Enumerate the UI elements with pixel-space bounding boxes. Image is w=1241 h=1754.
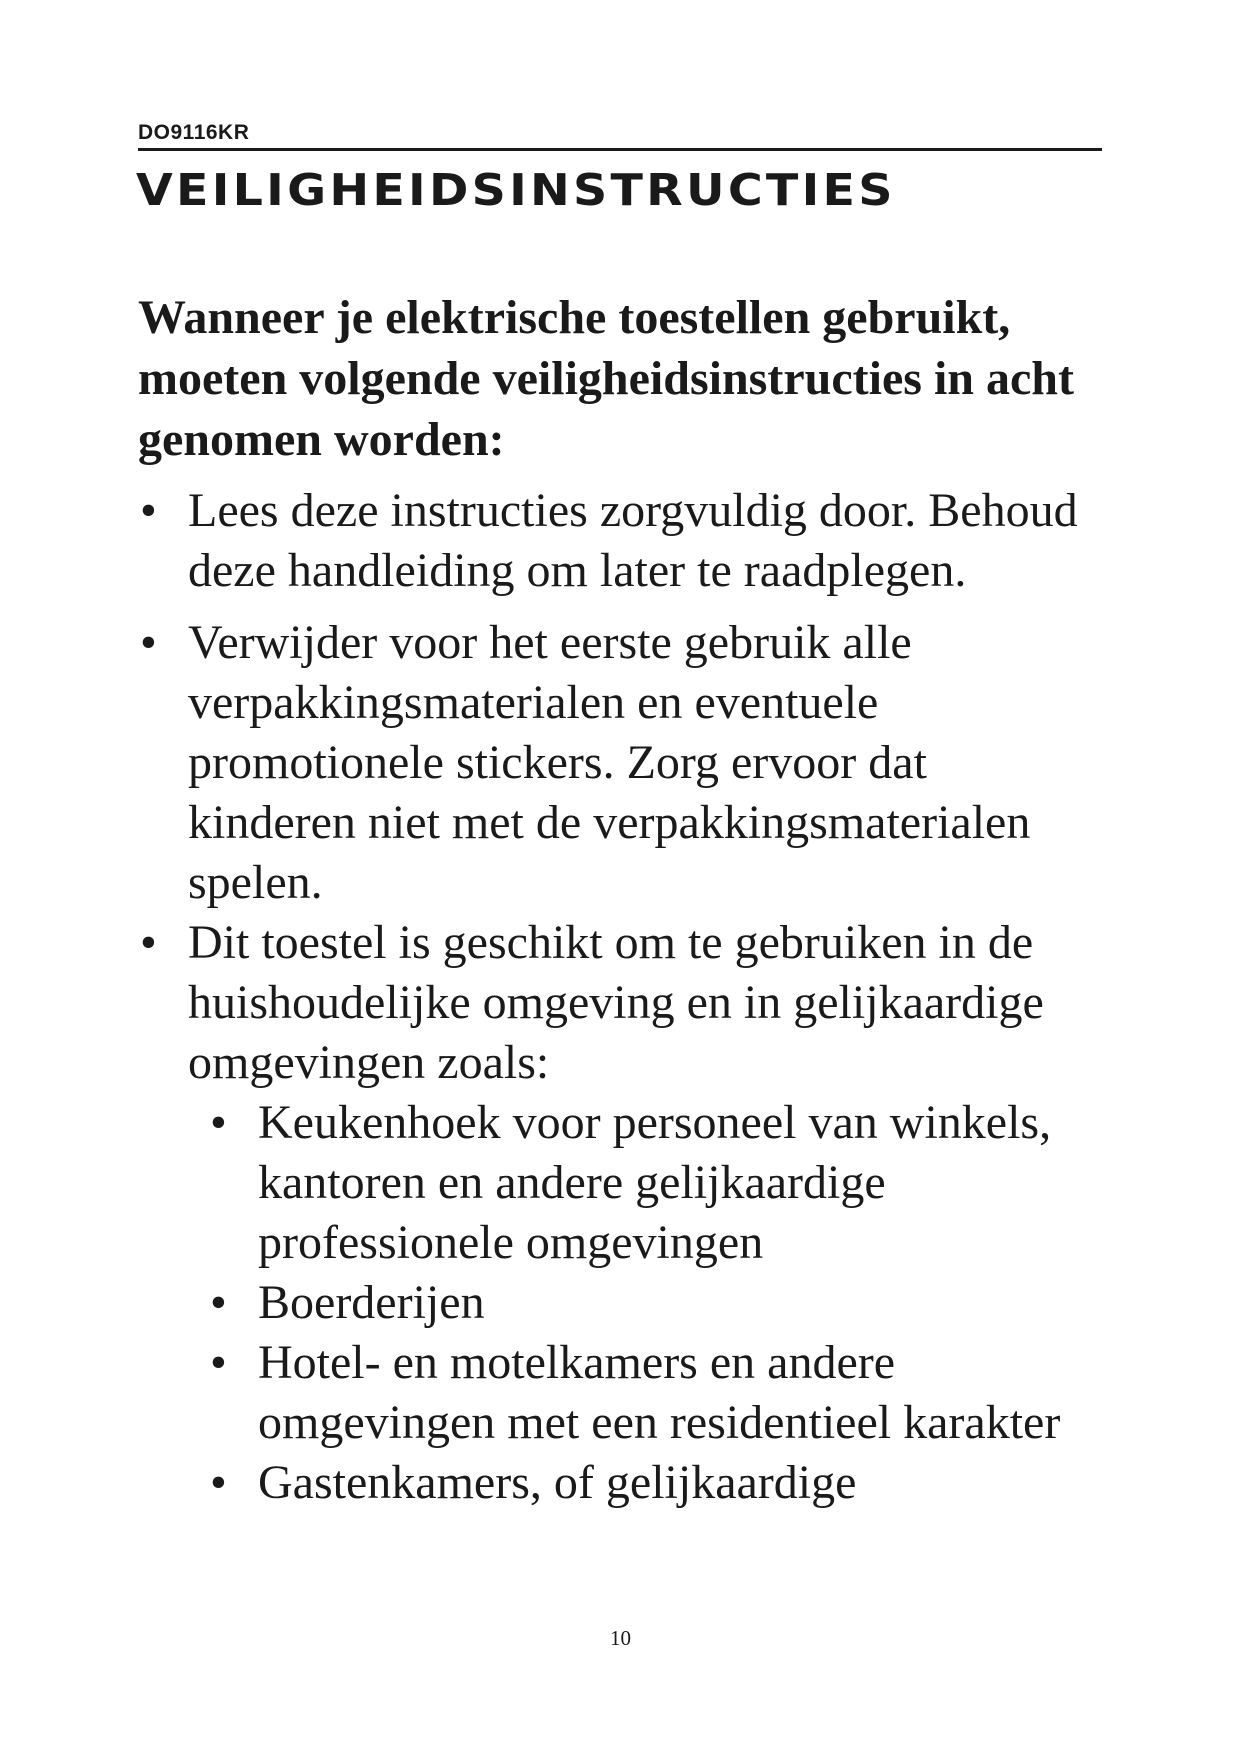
- sublist-item: [208, 1273, 1098, 1333]
- environment-sublist: [208, 1093, 1098, 1513]
- header-divider: [138, 148, 1102, 151]
- bullet-icon: •: [140, 916, 157, 969]
- bullet-icon: •: [210, 1336, 227, 1389]
- bullet-icon: •: [140, 616, 157, 669]
- bullet-icon: •: [210, 1456, 227, 1509]
- bullet-icon: •: [210, 1096, 227, 1149]
- list-item: [138, 613, 1098, 913]
- sublist-item: [208, 1333, 1098, 1453]
- list-item-text: Verwijder voor het eerste gebruik alle verpakkingsmaterialen en eventuele promotionele stickers. Zorg ervoor dat kinderen niet met de verpakkingsmaterialen spelen.: [188, 616, 1031, 909]
- bullet-icon: •: [210, 1276, 227, 1329]
- intro-paragraph: Wanneer je elektrische toestellen gebruikt, moeten volgende veiligheidsinstructies in acht genomen worden:: [138, 291, 1074, 466]
- sublist-item-text: Gastenkamers, of gelijkaardige: [258, 1456, 857, 1509]
- safety-instructions-list: [138, 481, 1098, 1513]
- list-item-text: Dit toestel is geschikt om te gebruiken in de huishoudelijke omgeving en in gelijkaardige omgevingen zoals:: [188, 916, 1044, 1089]
- list-item-text: Lees deze instructies zorgvuldig door. Behoud deze handleiding om later te raadplegen.: [188, 484, 1078, 597]
- list-item: [138, 481, 1098, 601]
- model-number: DO9116KR: [138, 121, 250, 144]
- list-item: [138, 913, 1098, 1513]
- bullet-icon: •: [140, 484, 157, 537]
- page-number: 10: [610, 1626, 631, 1650]
- sublist-item-text: Hotel- en motelkamers en andere omgevingen met een residentieel karakter: [258, 1336, 1061, 1449]
- section-title: VEILIGHEIDSINSTRUCTIES: [136, 165, 896, 216]
- sublist-item-text: Keukenhoek voor personeel van winkels, kantoren en andere gelijkaardige professionele omgevingen: [258, 1096, 1052, 1269]
- sublist-item-text: Boerderijen: [258, 1276, 485, 1329]
- sublist-item: [208, 1453, 1098, 1513]
- sublist-item: [208, 1093, 1098, 1273]
